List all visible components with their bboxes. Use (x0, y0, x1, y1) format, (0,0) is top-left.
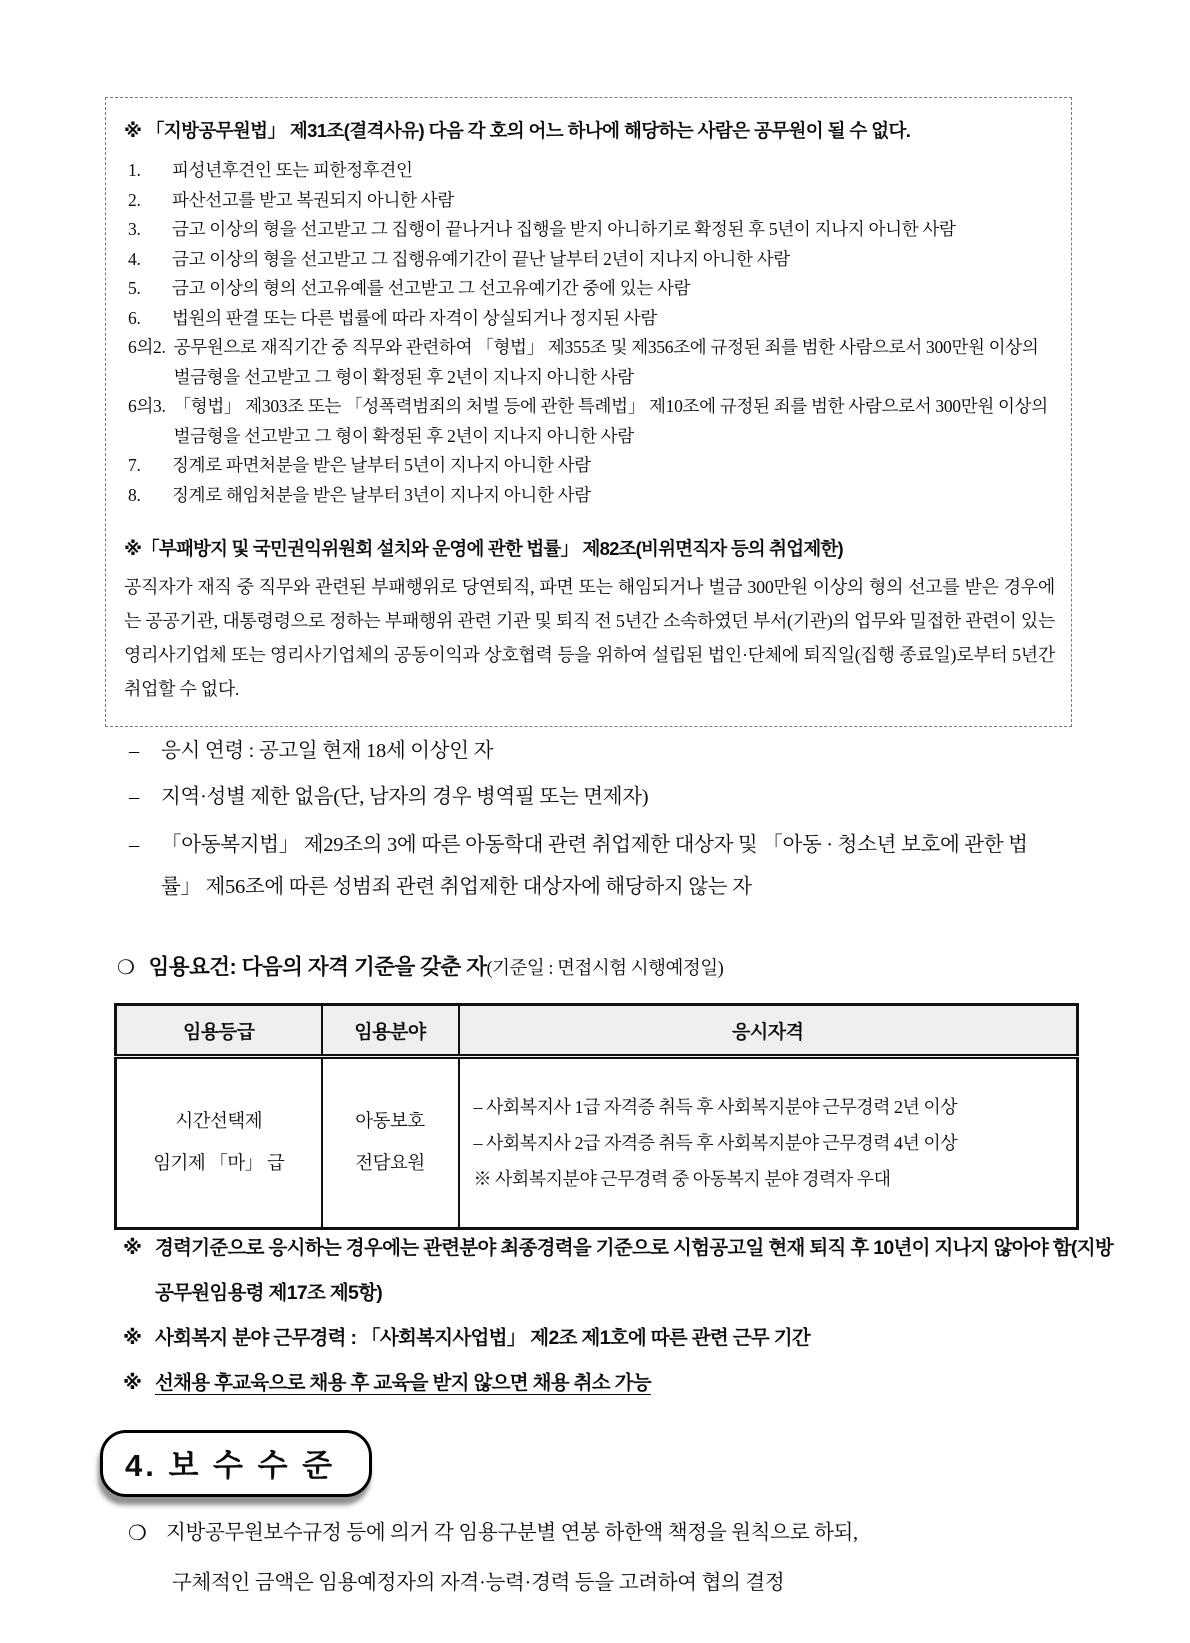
law-item-text: 파산선고를 받고 복권되지 아니한 사람 (172, 189, 454, 210)
reference-mark: ※ (123, 1372, 142, 1394)
bullet-text: 응시 연령 : 공고일 현재 18세 이상인 자 (161, 740, 494, 762)
pay-text (166, 1508, 1083, 1608)
dash-marker: – (129, 740, 139, 762)
dash-marker: – (129, 786, 139, 808)
reference-mark: ※ (123, 1327, 142, 1349)
field-line: 아동보호 (355, 1112, 425, 1132)
reference-mark: ※ (123, 1237, 142, 1259)
eligibility-bullet-list (103, 730, 1063, 912)
law2-body: 공직자가 재직 중 직무와 관련된 부패행위로 당연퇴직, 파면 또는 해임되거나 벌금 300만원 이상의 형의 선고를 받은 경우에는 공공기관, 대통령령으로 정하는 부패행위 관련 기관 및 퇴직 전 5년간 소속하였던 부서(기관)의 업무와 밀접한 관련이 있는 영리사기업체 또는 영리사기업체의 공동이익과 상호협력 등을 위하여 설립된 법인·단체에 퇴직일(집행 종료일)로부터 5년간 취업할 수 없다. (124, 577, 1055, 699)
law-item-5 (122, 274, 1057, 304)
requirements-heading-sub: (기준일 : 면접시험 시행예정일) (486, 959, 724, 979)
header-field: 임용분야 (322, 1005, 459, 1057)
circle-marker: ❍ (128, 1521, 147, 1545)
law-item-number: 6. (128, 307, 141, 328)
pay-paragraph (103, 1508, 1083, 1608)
circle-marker: ❍ (117, 957, 135, 979)
dash-marker: – (129, 834, 139, 856)
cell-qualification (459, 1057, 1078, 1229)
note-training-cancellation (123, 1361, 1123, 1406)
cell-field (322, 1057, 459, 1229)
law-item-7 (122, 451, 1057, 481)
law-item-number: 3. (128, 219, 141, 239)
bullet-text: 「아동복지법」 제29조의 3에 따른 아동학대 관련 취업제한 대상자 및 「아동 · 청소년 보호에 관한 법률」 제56조에 따른 성범죄 관련 취업제한 대상자에 해당하지 않는 자 (161, 834, 1028, 898)
law-item-6-2 (122, 333, 1057, 392)
cell-grade (116, 1057, 322, 1229)
law-item-number: 5. (128, 278, 141, 298)
disqualification-notice-box (105, 97, 1072, 727)
law-item-number: 6의2. (128, 337, 166, 357)
law-item-text: 피성년후견인 또는 피한정후견인 (172, 160, 413, 180)
law-item-text: 공무원으로 재직기간 중 직무와 관련하여 「형법」 제355조 및 제356조에 규정된 죄를 범한 사람으로서 300만원 이상의 벌금형을 선고받고 그 형이 확정된 후 2년이 지나지 아니한 사람 (173, 337, 1039, 387)
header-grade: 임용등급 (116, 1005, 322, 1057)
bullet-child-welfare (103, 824, 1063, 908)
law-item-number: 7. (128, 455, 141, 475)
law-item-text: 금고 이상의 형을 선고받고 그 집행유예기간이 끝난 날부터 2년이 지나지 아니한 사람 (172, 248, 790, 269)
qualification-line: – 사회복지사 1급 자격증 취득 후 사회복지분야 근무경력 2년 이상 (473, 1097, 958, 1117)
qualification-line: – 사회복지사 2급 자격증 취득 후 사회복지분야 근무경력 4년 이상 (473, 1133, 958, 1153)
section4-heading-text: 4. 보 수 수 준 (125, 1448, 336, 1483)
note-career-basis (123, 1226, 1123, 1316)
law-item-text: 법원의 판결 또는 다른 법률에 따라 자격이 상실되거나 정지된 사람 (172, 307, 658, 328)
law-item-6 (122, 304, 1057, 334)
law-item-6-3 (122, 392, 1057, 451)
pay-line-1: 지방공무원보수규정 등에 의거 각 임용구분별 연봉 하한액 책정을 원칙으로 하되, (166, 1522, 858, 1544)
bullet-region-gender (103, 776, 1063, 818)
qualification-line: ※ 사회복지분야 근무경력 중 아동복지 분야 경력자 우대 (473, 1169, 891, 1189)
grade-line: 시간선택제 (175, 1112, 263, 1132)
law-item-number: 2. (128, 189, 141, 210)
law-item-4 (122, 245, 1057, 275)
requirements-heading-text: 임용요건: 다음의 자격 기준을 갖춘 자 (148, 955, 487, 979)
law-item-text: 금고 이상의 형을 선고받고 그 집행이 끝나거나 집행을 받지 아니하기로 확정된 후 5년이 지나지 아니한 사람 (172, 219, 956, 239)
note-text: 선채용 후교육으로 채용 후 교육을 받지 않으면 채용 취소 가능 (155, 1372, 651, 1394)
law1-item-list (122, 156, 1057, 510)
law-item-8 (122, 481, 1057, 511)
header-qualification: 응시자격 (459, 1005, 1078, 1057)
law-item-number: 4. (128, 248, 141, 269)
law2-title: ※「부패방지 및 국민권익위원회 설치와 운영에 관한 법률」 제82조(비위면직자 등의 취업제한) (124, 538, 843, 559)
notes-list (123, 1226, 1123, 1406)
table-row (116, 1057, 1078, 1229)
pay-line-2: 구체적인 금액은 임용예정자의 자격·능력·경력 등을 고려하여 협의 결정 (172, 1572, 785, 1594)
bullet-age (103, 730, 1063, 772)
note-social-welfare-career (123, 1316, 1123, 1361)
table-header-row (116, 1005, 1078, 1057)
section4-heading-box (100, 1430, 372, 1497)
note-text: 경력기준으로 응시하는 경우에는 관련분야 최종경력을 기준으로 시험공고일 현재 퇴직 후 10년이 지나지 않아야 함(지방공무원임용령 제17조 제5항) (155, 1237, 1113, 1304)
law-item-text: 징계로 파면처분을 받은 날부터 5년이 지나지 아니한 사람 (172, 455, 591, 475)
requirements-heading (117, 952, 1077, 984)
law-item-number: 6의3. (128, 396, 166, 416)
law-item-text: 「형법」 제303조 또는 「성폭력범죄의 처벌 등에 관한 특례법」 제10조에 규정된 죄를 범한 사람으로서 300만원 이상의 벌금형을 선고받고 그 형이 확정된 후 2년이 지나지 아니한 사람 (173, 396, 1048, 446)
bullet-text: 지역·성별 제한 없음(단, 남자의 경우 병역필 또는 면제자) (161, 786, 649, 808)
law1-title: ※ 「지방공무원법」 제31조(결격사유) 다음 각 호의 어느 하나에 해당하는 사람은 공무원이 될 수 없다. (124, 120, 911, 141)
law-item-text: 징계로 해임처분을 받은 날부터 3년이 지나지 아니한 사람 (172, 484, 591, 505)
law-item-1 (122, 156, 1057, 186)
field-line: 전담요원 (355, 1154, 425, 1174)
grade-line: 임기제 「마」 급 (153, 1154, 285, 1174)
law-item-number: 1. (128, 160, 141, 180)
qualification-table (114, 1003, 1079, 1230)
law-item-2 (122, 186, 1057, 216)
note-text: 사회복지 분야 근무경력 : 「사회복지사업법」 제2조 제1호에 따른 관련 근무 기간 (155, 1327, 810, 1349)
law-item-text: 금고 이상의 형의 선고유예를 선고받고 그 선고유예기간 중에 있는 사람 (172, 278, 691, 298)
law-item-3 (122, 215, 1057, 245)
law-item-number: 8. (128, 484, 141, 505)
